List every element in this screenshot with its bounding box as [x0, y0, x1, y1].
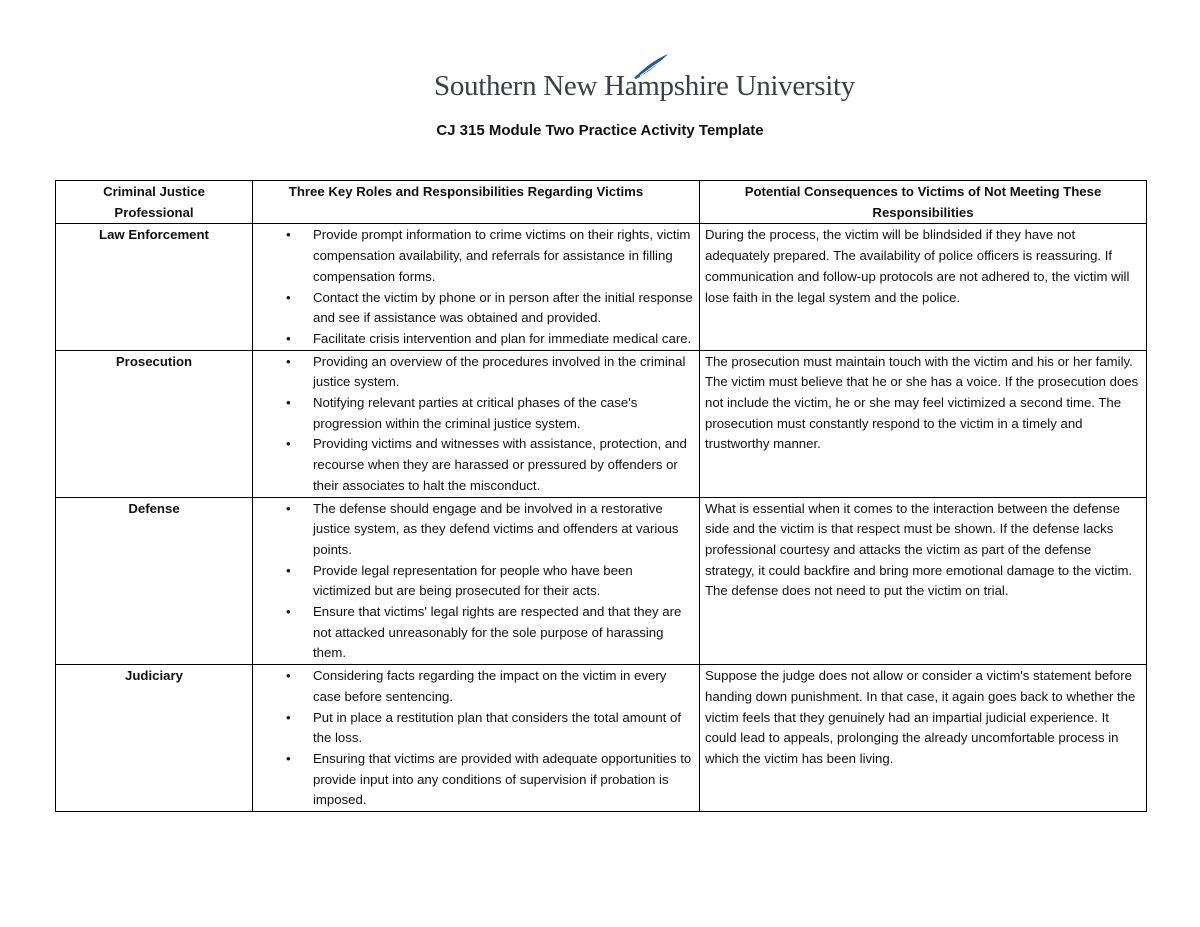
responsibilities-list: [258, 225, 694, 349]
consequences-cell: During the process, the victim will be blindsided if they have not adequately prepared. The availability of police officers is reassuring. If communication and follow-up protocols are not adhered to, the victim will lose faith in the legal system and the police.: [700, 224, 1147, 350]
logo-text: Southern New Hampshire University: [434, 70, 855, 102]
table-row: [56, 665, 1147, 812]
consequences-cell: Suppose the judge does not allow or consider a victim's statement before handing down punishment. In that case, it again goes back to whether the victim feels that they genuinely had an impartial judicial experience. It could lead to appeals, prolonging the already uncomfortable process in which the victim has been living.: [700, 665, 1147, 812]
column-header-consequences: Potential Consequences to Victims of Not Meeting These Responsibilities: [700, 181, 1147, 224]
list-item: • Provide prompt information to crime victims on their rights, victim compensation availability, and referrals for assistance in filling compensation forms.: [313, 225, 694, 287]
list-item: • Ensuring that victims are provided with adequate opportunities to provide input into any conditions of supervision if probation is imposed.: [313, 749, 694, 811]
list-item: • Notifying relevant parties at critical phases of the case's progression within the criminal justice system.: [313, 393, 694, 434]
role-cell: Prosecution: [56, 350, 253, 497]
university-logo: [434, 52, 855, 108]
role-cell: Defense: [56, 497, 253, 665]
role-cell: Law Enforcement: [56, 224, 253, 350]
list-item: • Providing victims and witnesses with assistance, protection, and recourse when they are harassed or pressured by offenders or their associates to halt the misconduct.: [313, 434, 694, 496]
table-row: [56, 497, 1147, 665]
responsibilities-list: [258, 499, 694, 665]
list-item: • Considering facts regarding the impact on the victim in every case before sentencing.: [313, 666, 694, 707]
consequences-cell: What is essential when it comes to the interaction between the defense side and the victim is that respect must be shown. If the defense lacks professional courtesy and attacks the victim as part of the defense strategy, it could backfire and bring more emotional damage to the victim. The defense does not need to put the victim on trial.: [700, 497, 1147, 665]
responsibilities-cell: [253, 350, 700, 497]
list-item: • Contact the victim by phone or in person after the initial response and see if assistance was obtained and provided.: [313, 288, 694, 329]
table-row: [56, 350, 1147, 497]
list-item: • The defense should engage and be involved in a restorative justice system, as they defend victims and offenders at various points.: [313, 499, 694, 561]
list-item: • Facilitate crisis intervention and plan for immediate medical care.: [313, 329, 694, 350]
consequences-cell: The prosecution must maintain touch with the victim and his or her family. The victim must believe that he or she has a voice. If the prosecution does not include the victim, he or she may feel victimized a second time. The prosecution must constantly respond to the victim in a timely and trustworthy manner.: [700, 350, 1147, 497]
responsibilities-cell: [253, 665, 700, 812]
responsibilities-list: [258, 666, 694, 811]
column-header-professional: Criminal Justice Professional: [56, 181, 253, 224]
responsibilities-list: [258, 352, 694, 497]
list-item: • Providing an overview of the procedures involved in the criminal justice system.: [313, 352, 694, 393]
activity-table: [55, 180, 1147, 812]
list-item: • Put in place a restitution plan that considers the total amount of the loss.: [313, 708, 694, 749]
table-row: [56, 224, 1147, 350]
responsibilities-cell: [253, 224, 700, 350]
role-cell: Judiciary: [56, 665, 253, 812]
page-title: CJ 315 Module Two Practice Activity Template: [436, 122, 764, 139]
table-header-row: [56, 181, 1147, 224]
column-header-responsibilities: Three Key Roles and Responsibilities Regarding Victims: [253, 181, 700, 224]
list-item: • Ensure that victims' legal rights are respected and that they are not attacked unreasonably for the sole purpose of harassing them.: [313, 602, 694, 664]
list-item: • Provide legal representation for people who have been victimized but are being prosecuted for their acts.: [313, 561, 694, 602]
responsibilities-cell: [253, 497, 700, 665]
